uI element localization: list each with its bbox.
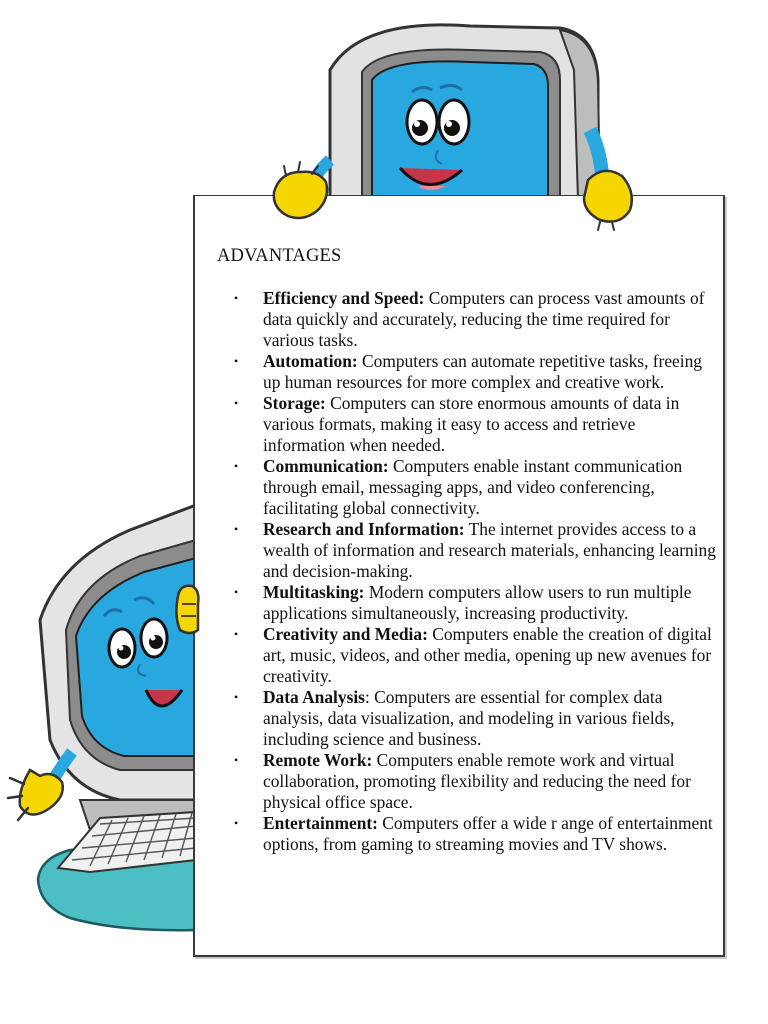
advantage-description: : Computers are essential for complex data analysis, data visualization, and modeling in various fields, including science and business. [263,687,675,749]
bullet-icon: • [234,585,239,599]
side-computer-mascot-icon [8,505,196,830]
advantage-description: Computers can process vast amounts of data quickly and accurately, reducing the time required for various tasks. [263,288,705,350]
advantage-term: Data Analysis [263,687,365,707]
advantages-list [217,288,719,855]
bullet-icon: • [234,753,239,767]
advantage-term: Creativity and Media: [263,624,428,644]
advantages-heading: ADVANTAGES [217,246,342,266]
advantage-description: Computers enable instant communication through email, messaging apps, and video conferencing, facilitating global connectivity. [263,456,683,518]
advantage-description: Computers offer a wide r ange of entertainment options, from gaming to streaming movies and TV shows. [263,813,713,854]
advantage-item [217,687,719,750]
advantage-description: Computers enable the creation of digital art, music, videos, and other media, opening up new avenues for creativity. [263,624,712,686]
bullet-icon: • [234,522,239,536]
bullet-icon: • [234,396,239,410]
bullet-icon: • [234,690,239,704]
advantage-term: Remote Work: [263,750,373,770]
advantage-term: Communication: [263,456,389,476]
advantage-term: Automation: [263,351,358,371]
advantage-item [217,624,719,687]
bullet-icon: • [234,816,239,830]
advantage-item [217,519,719,582]
advantage-term: Multitasking: [263,582,365,602]
advantage-description: Modern computers allow users to run multiple applications simultaneously, increasing productivity. [263,582,692,623]
advantage-item [217,288,719,351]
advantage-description: Computers can automate repetitive tasks, freeing up human resources for more complex and creative work. [263,351,703,392]
advantage-item [217,351,719,393]
bullet-icon: • [234,627,239,641]
keyboard-icon [38,812,196,930]
advantage-term: Storage: [263,393,326,413]
advantage-term: Research and Information: [263,519,465,539]
bullet-icon: • [234,291,239,305]
advantage-item [217,813,719,855]
bullet-icon: • [234,354,239,368]
advantage-item [217,393,719,456]
advantage-term: Efficiency and Speed: [263,288,425,308]
advantage-item [217,456,719,519]
top-computer-mascot-icon [312,25,602,200]
advantage-item [217,582,719,624]
advantages-card [193,195,725,957]
advantage-description: Computers can store enormous amounts of data in various formats, making it easy to access and retrieve information when needed. [263,393,680,455]
advantage-term: Entertainment: [263,813,378,833]
advantage-description: Computers enable remote work and virtual collaboration, promoting flexibility and reducing the need for physical office space. [263,750,691,812]
advantage-item [217,750,719,813]
bullet-icon: • [234,459,239,473]
advantage-description: The internet provides access to a wealth of information and research materials, enhancing learning and decision-making. [263,519,716,581]
